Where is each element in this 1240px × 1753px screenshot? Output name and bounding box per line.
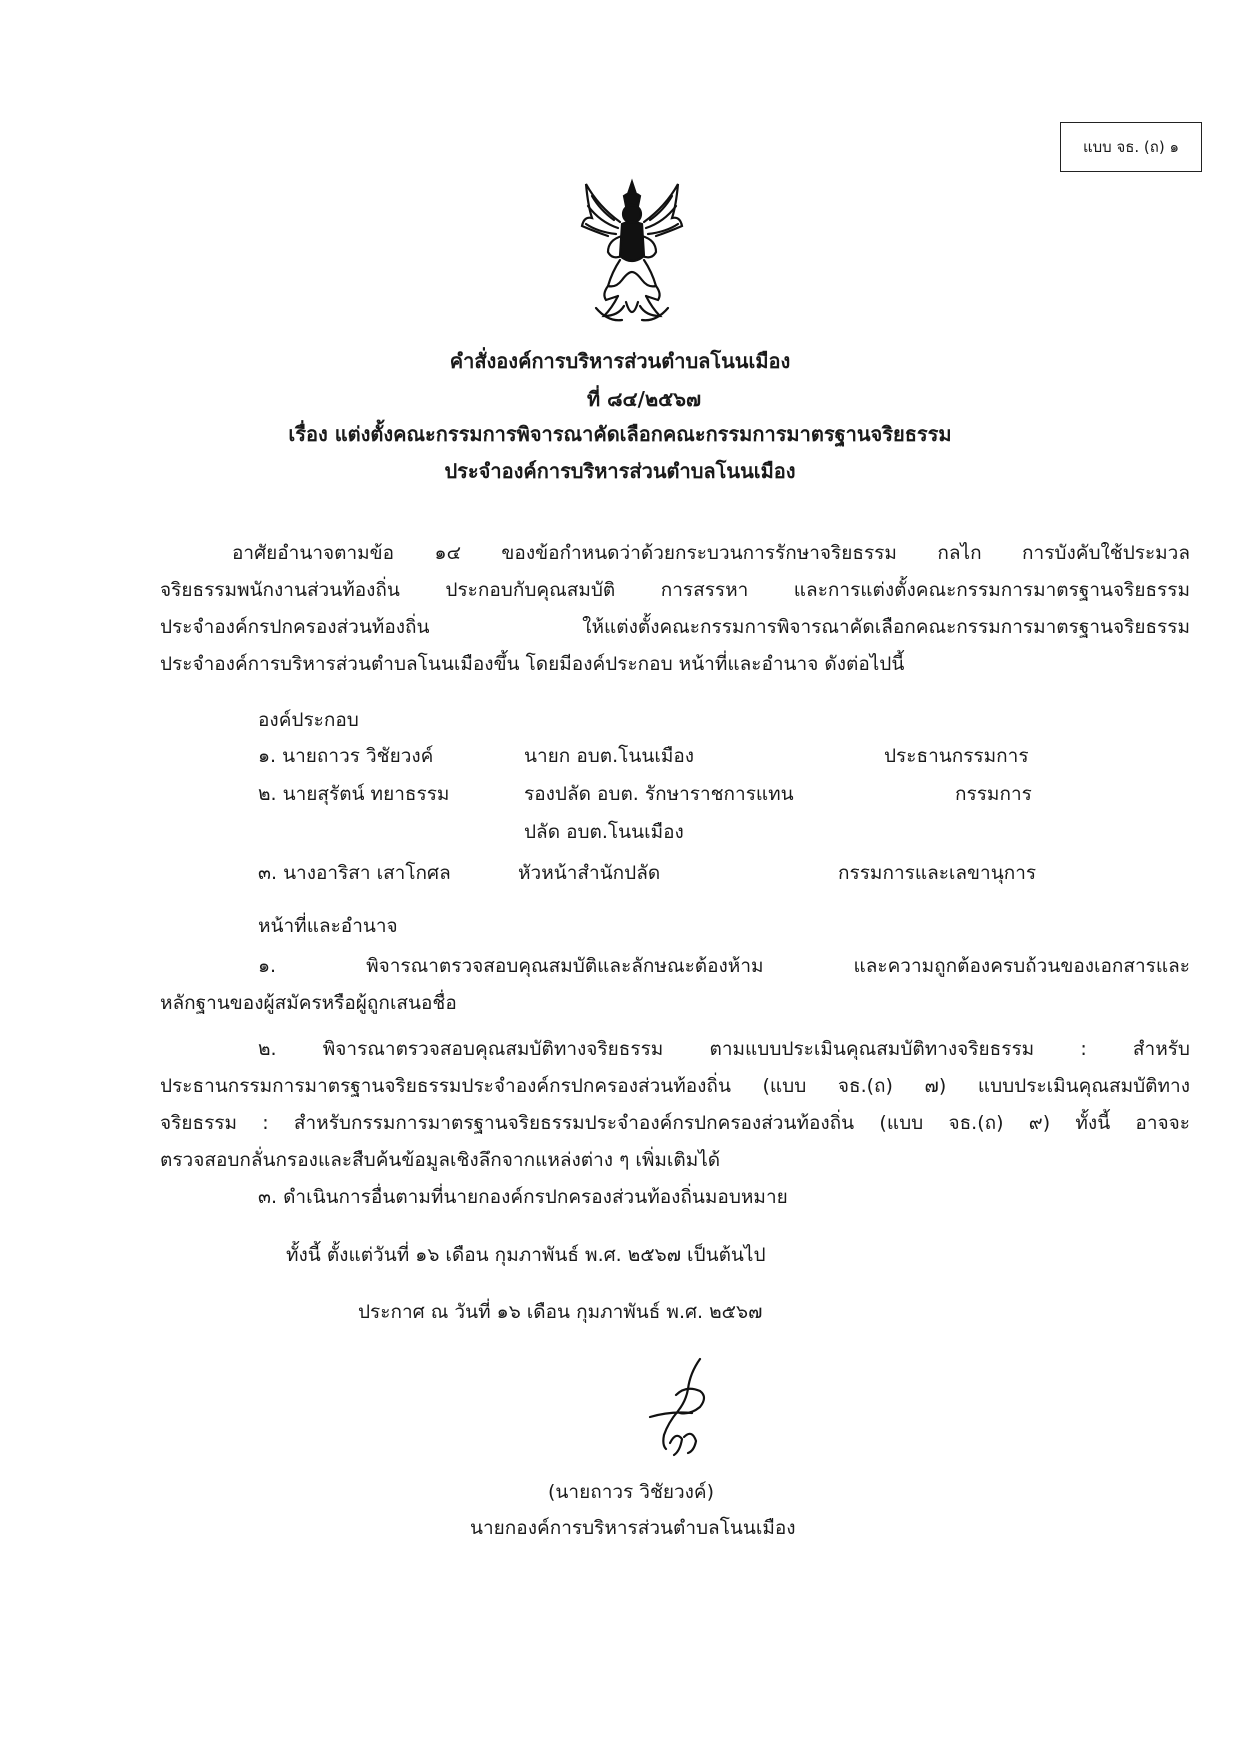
order-subject-cont: ประจำองค์การบริหารส่วนตำบลโนนเมือง — [444, 459, 796, 483]
duty-2-line-1: ๒. พิจารณาตรวจสอบคุณสมบัติทางจริยธรรม ตามแบบประเมินคุณสมบัติทางจริยธรรม : สำหรับ — [258, 1038, 1190, 1060]
duty-1-line-2: หลักฐานของผู้สมัครหรือผู้ถูกเสนอชื่อ — [160, 992, 457, 1014]
duty-2-line-4: ตรวจสอบกลั่นกรองและสืบค้นข้อมูลเชิงลึกจากแหล่งต่าง ๆ เพิ่มเติมได้ — [160, 1149, 721, 1171]
member-role: กรรมการ — [955, 783, 1032, 805]
signer-title: นายกองค์การบริหารส่วนตำบลโนนเมือง — [470, 1517, 796, 1539]
signer-name: (นายถาวร วิชัยวงค์) — [548, 1481, 715, 1503]
duty-2-line-3: จริยธรรม : สำหรับกรรมการมาตรฐานจริยธรรมประจำองค์กรปกครองส่วนท้องถิ่น (แบบ จธ.(ถ) ๙) ทั้งนี้ อาจจะ — [160, 1112, 1190, 1134]
intro-line-3: ประจำองค์กรปกครองส่วนท้องถิ่น ให้แต่งตั้งคณะกรรมการพิจารณาคัดเลือกคณะกรรมการมาตรฐานจริยธรรม — [160, 616, 1190, 638]
duties-title: หน้าที่และอำนาจ — [258, 915, 398, 937]
member-position: หัวหน้าสำนักปลัด — [518, 862, 661, 884]
member-position: นายก อบต.โนนเมือง — [524, 745, 695, 767]
member-name: ๓. นางอาริสา เสาโกศล — [258, 862, 451, 884]
intro-line-4: ประจำองค์การบริหารส่วนตำบลโนนเมืองขึ้น โดยมีองค์ประกอบ หน้าที่และอำนาจ ดังต่อไปนี้ — [160, 653, 905, 675]
signature-icon — [630, 1355, 740, 1465]
member-role: กรรมการและเลขานุการ — [838, 862, 1037, 884]
member-position: รองปลัด อบต. รักษาราชการแทน — [524, 783, 794, 805]
intro-line-1: อาศัยอำนาจตามข้อ ๑๔ ของข้อกำหนดว่าด้วยกระบวนการรักษาจริยธรรม กลไก การบังคับใช้ประมวล — [232, 542, 1190, 564]
duty-3: ๓. ดำเนินการอื่นตามที่นายกองค์กรปกครองส่วนท้องถิ่นมอบหมาย — [258, 1186, 788, 1208]
member-name: ๒. นายสุรัตน์ ทยาธรรม — [258, 783, 450, 805]
member-role: ประธานกรรมการ — [884, 745, 1029, 767]
order-title: คำสั่งองค์การบริหารส่วนตำบลโนนเมือง — [449, 349, 791, 373]
member-name: ๑. นายถาวร วิชัยวงค์ — [258, 745, 434, 767]
order-subject: เรื่อง แต่งตั้งคณะกรรมการพิจารณาคัดเลือกคณะกรรมการมาตรฐานจริยธรรม — [288, 422, 952, 446]
form-code-box — [1060, 122, 1202, 172]
intro-line-2: จริยธรรมพนักงานส่วนท้องถิ่น ประกอบกับคุณสมบัติ การสรรหา และการแต่งตั้งคณะกรรมการมาตรฐานจริยธรรม — [160, 579, 1190, 601]
order-number: ที่ ๘๔/๒๕๖๗ — [586, 387, 702, 411]
duty-2-line-2: ประธานกรรมการมาตรฐานจริยธรรมประจำองค์กรปกครองส่วนท้องถิ่น (แบบ จธ.(ถ) ๗) แบบประเมินคุณสมบัติทาง — [160, 1075, 1190, 1097]
effective-date: ทั้งนี้ ตั้งแต่วันที่ ๑๖ เดือน กุมภาพันธ์ พ.ศ. ๒๕๖๗ เป็นต้นไป — [286, 1244, 766, 1266]
member-position-cont: ปลัด อบต.โนนเมือง — [524, 821, 684, 843]
composition-title: องค์ประกอบ — [258, 709, 359, 731]
form-code: แบบ จธ. (ถ) ๑ — [1082, 138, 1180, 156]
duty-1-line-1: ๑. พิจารณาตรวจสอบคุณสมบัติและลักษณะต้องห้าม และความถูกต้องครบถ้วนของเอกสารและ — [258, 955, 1190, 977]
garuda-emblem-icon — [578, 176, 686, 326]
announce-date: ประกาศ ณ วันที่ ๑๖ เดือน กุมภาพันธ์ พ.ศ. ๒๕๖๗ — [358, 1301, 763, 1323]
